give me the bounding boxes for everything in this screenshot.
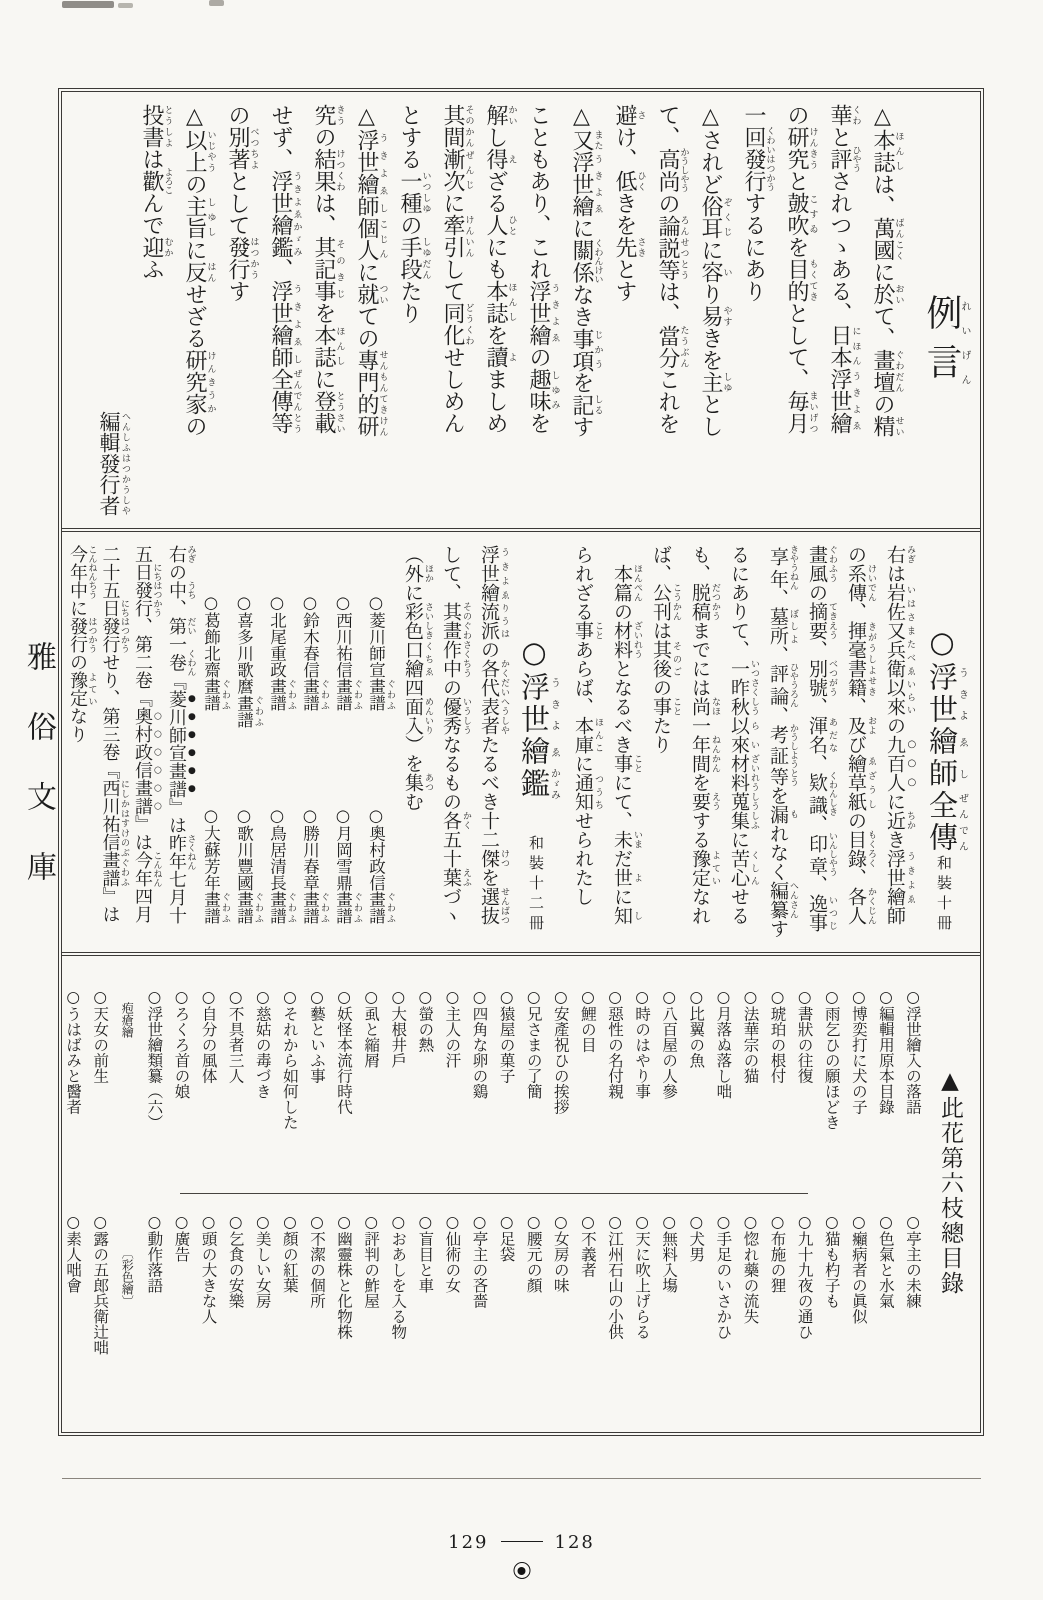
toc-entry-column [222, 968, 249, 1420]
page-number-right: 128 [554, 1532, 595, 1553]
toc-entry-top: ○自分の風体 [199, 988, 218, 1084]
toc-entry-top: ○藝といふ事 [307, 988, 326, 1084]
toc-entry-column [276, 968, 303, 1420]
preface-text-column: の研究けんきうと皷吹こすゐを目的もくてきとして、毎月まいげつ [784, 104, 818, 434]
toc-entry-column [655, 968, 682, 1420]
toc-entry-column [872, 968, 899, 1420]
toc-entry-column [818, 968, 845, 1420]
toc-entry-column [59, 968, 86, 1420]
toc-entry-bottom: ○女房の味 [551, 1213, 570, 1293]
preface-text-column: 解かいし得えざる人ひとにも本誌ほんしを讀よましめ [483, 104, 517, 434]
kagami-title-column [514, 545, 559, 939]
toc-entry-top: ○博奕打に犬の子 [849, 988, 868, 1115]
binding-mark-icon [513, 1562, 530, 1579]
toc-entry-bottom: ○不義者 [578, 1213, 597, 1278]
toc-entry-top: ○時のはやり事 [633, 988, 652, 1099]
preface-text-column: △本誌ほんしは、萬國ばんこくに於おいて、畫壇ぐわだんの精せい [870, 104, 904, 437]
preface-text-column: こともあり、これ浮世繪うきよゑの趣味しゆみを [526, 104, 560, 434]
toc-entry-top: ○鯉の目 [578, 988, 597, 1053]
toc-entry-column [357, 968, 384, 1420]
book-title-bottom: ○歌川豐國畫譜 ぐわふ [234, 806, 263, 924]
page-number-dash [501, 1541, 543, 1542]
toc-entry-bottom: ○顏の紅葉 [280, 1213, 299, 1293]
toc-entry-bottom: ○仙術の女 [443, 1213, 462, 1293]
toc-entry-column [574, 968, 601, 1420]
kagami-text-column: （外 ほかに彩色 さいしき口繪 くちゑ四面入 めんいり）を集 あつむ [402, 545, 433, 811]
zenden-text-column: も、脱稿 だつかうまでには尚 なほ一年間 ねんかんを要 えうする豫定 よていなれ [689, 545, 720, 925]
toc-entry-column [520, 968, 547, 1420]
zenden-text-column: るにありて、一昨秋 いつさくしう以來 らい材料 ざいれう蒐集 しうしふに苦心 くしんせる [728, 545, 759, 925]
preface-text-column: 華くわと評ひやうされつゝある、日本にほん浮世繪うきよゑ [827, 104, 861, 434]
book-title-column [230, 545, 263, 939]
publication-text-column: 今年中こんねんちうに發行はつかうの豫定よていなり [67, 545, 97, 743]
book-title-column [362, 545, 395, 939]
toc-entry-column [628, 968, 655, 1420]
preface-text-column: 避さけ、低ひくきを先さきとす [612, 104, 646, 302]
toc-entry-column [465, 968, 492, 1420]
toc-entry-column [845, 968, 872, 1420]
toc-entry-bottom: ○動作落語 〔彩色繪〕 [120, 1213, 164, 1307]
book-title-top: ○喜多川歌麿畫譜 ぐわふ [234, 593, 263, 728]
toc-entry-bottom: ○おあしを入る物 [389, 1213, 408, 1340]
toc-entry-bottom: ○天に吹上げらる [633, 1213, 652, 1340]
toc-entry-column [682, 968, 709, 1420]
toc-entry-bottom: ○無料入塲 [660, 1213, 679, 1293]
toc-entry-top: ○安產祝ひの挨拶 [551, 988, 570, 1115]
book-title-top: ○西川祐信畫譜 ぐわふ [333, 593, 362, 711]
toc-entry-top: ○それから如何した [280, 988, 299, 1130]
toc-entry-bottom: ○幽靈株と化物株 [335, 1213, 354, 1340]
page-number-left: 129 [448, 1532, 489, 1553]
catalog-section [21, 532, 980, 952]
toc-entry-top: ○琥珀の根付 [768, 988, 787, 1084]
publication-text-column: 右みぎの中うち、第だい一卷くわん『菱川師宣畫譜』は昨年さくねん七月十 [166, 545, 196, 924]
toc-entry-bottom: ○頭の大きな人 [199, 1213, 218, 1324]
book-title-bottom: ○勝川春章畫譜 ぐわふ [300, 806, 329, 924]
toc-entry-top: ○妖怪本流行時代 [335, 988, 354, 1115]
toc-entry-column [167, 968, 194, 1420]
zenden-text-column: ば、公刊 こうかんは其後 そのごの事 ことたり [650, 545, 681, 754]
toc-entry-top: ○書狀の往復 [795, 988, 814, 1084]
zenden-text-column: の系傳 けいでん、揮毫書籍 きがうしよせき、及 および繪草紙 ゑざうしの目錄 もくろく、各人 かくじん [845, 545, 876, 925]
toc-entry-top: ○主人の汗 [443, 988, 462, 1068]
toc-entry-top: ○雨乞ひの願ほどき [822, 988, 841, 1130]
zenden-title: ○浮世うきよ繪ゑ師し全傳ぜんでん [925, 625, 968, 854]
toc-entry-bottom: ○不潔の個所 [307, 1213, 326, 1309]
toc-entry-top: ○不具者三人 [226, 988, 245, 1084]
toc-entry-top: ○兄さまの了簡 [524, 988, 543, 1099]
zenden-text-column: 畫風 ぐわふうの摘要 てきえう、別號 べつがう、渾名 あだな、欵識 くわんしき、印章 いんしやう、逸事 いつじ [806, 545, 837, 932]
toc-entry-bottom: ○惚れ藥の流失 [741, 1213, 760, 1324]
page-numbers [0, 1532, 1043, 1553]
toc-entry-top: ○月落ぬ落し咄 [714, 988, 733, 1099]
toc-entry-bottom: ○乞食の安樂 [226, 1213, 245, 1309]
toc-entry-bottom: ○江州石山の小供 [605, 1213, 624, 1340]
toc-entry-bottom: ○露の五郎兵衛辻咄 [91, 1213, 110, 1355]
toc-entry-column [736, 968, 763, 1420]
publication-text-column: 五日發行にちはつかう、第二卷『奧村政信畫譜』は今年こんねん四月 [132, 545, 162, 923]
toc-entry-top: ○八百屋の人參 [660, 988, 679, 1099]
toc-entry-bottom: ○犬男 [687, 1213, 706, 1262]
toc-entry-top: ○虱と縮屑 [362, 988, 381, 1068]
scan-artifact [209, 0, 224, 6]
preface-text-column: の別著べつちよとして發行はつかうす [225, 104, 259, 302]
toc-entry-bottom: ○色氣と水氣 [876, 1213, 895, 1309]
toc-entry-column [438, 968, 465, 1420]
toc-entry-bottom: ○腰元の顏 [524, 1213, 543, 1293]
toc-entry-bottom: ○盲目と車 [416, 1213, 435, 1293]
toc-entry-column [303, 968, 330, 1420]
scan-artifact [62, 1, 114, 8]
toc-entry-column [330, 968, 357, 1420]
preface-text-column: △されど俗耳ぞくじに容いり易やすきを主しゆとし [698, 104, 732, 437]
toc-entry-column [113, 968, 167, 1420]
toc-entry-bottom: ○癩病者の眞似 [849, 1213, 868, 1324]
book-title-bottom: ○鳥居清長畫譜 ぐわふ [267, 806, 296, 924]
toc-entry-column [384, 968, 411, 1420]
kagami-binding-label: 和裝十二冊 [527, 835, 545, 935]
scan-artifact [118, 3, 133, 8]
toc-entry-top: ○法華宗の猫 [741, 988, 760, 1084]
toc-entry-column [791, 968, 818, 1420]
toc-entry-top: ○四角な卵の鷄 [470, 988, 489, 1099]
book-title-column [296, 545, 329, 939]
book-title-top: ○菱川師宣畫譜 ぐわふ [366, 593, 395, 711]
toc-entry-column [709, 968, 736, 1420]
toc-entry-column [493, 968, 520, 1420]
toc-entry-column [899, 968, 926, 1420]
toc-entry-top: ○ろくろ首の娘 [172, 988, 191, 1099]
book-title-column [197, 545, 230, 939]
zenden-title-column [922, 545, 967, 939]
toc-entry-top: ○螢の熱 [416, 988, 435, 1053]
toc-entry-bottom: ○廣告 [172, 1213, 191, 1262]
toc-entry-top: ○編輯用原本目錄 [876, 988, 895, 1115]
kagami-text-column: 浮世繪 うきよゑ流派 りうはの各代表者 かくだいへうしやたるべき十二傑 けつを選抜 せんばつ [478, 545, 509, 925]
toc-entry-top: ○猿屋の菓子 [497, 988, 516, 1084]
book-title-bottom: ○月岡雪鼎畫譜 ぐわふ [333, 806, 362, 924]
book-title-column [263, 545, 296, 939]
toc-entry-bottom: ○布施の狸 [768, 1213, 787, 1293]
preface-text-column: とする一種いつしゆの手段しゆだんたり [397, 104, 431, 324]
toc-entry-column [194, 968, 221, 1420]
book-title-column [329, 545, 362, 939]
toc-entry-bottom: ○猫も杓子も [822, 1213, 841, 1309]
toc-entry-bottom: ○素人咄會 [64, 1213, 83, 1293]
preface-text-column: △又また浮世繪うきよゑに關係くわんけいなき事項じかうを記しるす [569, 104, 603, 438]
preface-text-column: 究きうの結果けつくわは、其記事そのきじを本誌ほんしに登載とうさい [311, 104, 345, 434]
toc-entry-bottom: ○亭主の未練 [904, 1213, 922, 1309]
editor-signature: 編輯 へんしふ發行 はつかう者 しや [97, 411, 130, 516]
preface-text-column: △浮世繪師うきよゑし個人こじんに就ついての專門的せんもんてき研けん [354, 104, 388, 437]
toc-entry-top: ○大根井戶 [389, 988, 408, 1068]
toc-entry-top: ○比翼の魚 [687, 988, 706, 1068]
toc-entry-column [249, 968, 276, 1420]
kagami-title: ○浮世うきよ繪ゑ鑑かゞみ [517, 635, 560, 800]
preface-text-column: 一回發行くわいはつかうするにあり [741, 104, 775, 302]
toc-entry-top: ○浮世繪類纂（六） 疱瘡繪 [120, 988, 164, 1130]
book-title-top: ○葛飾北齋畫譜 ぐわふ [201, 593, 230, 711]
footer-rule [62, 1478, 981, 1479]
toc-entry-bottom: ○美しい女房 [253, 1213, 272, 1309]
toc-entry-column [86, 968, 113, 1420]
zenden-text-column: 享年 きやうねん、墓所 ぼしよ、評論 ひやうろん、考証等 かうしようとうを漏 もれなく編纂 へんさんす [767, 545, 798, 938]
preface-title: 例れい言げん [921, 294, 970, 392]
toc-entry-top: ○天女の前生 [91, 988, 110, 1084]
toc-section [62, 956, 980, 1432]
book-title-bottom: ○奧村政信畫譜 ぐわふ [366, 806, 395, 924]
toc-entry-column [601, 968, 628, 1420]
book-title-top: ○北尾重政畫譜 ぐわふ [267, 593, 296, 711]
page-frame-inner [21, 91, 981, 1433]
toc-entry-column [763, 968, 790, 1420]
zenden-text-column: られざる事 ことあらば、本庫 ほんこに通知 つうちせられたし [572, 545, 603, 906]
preface-text-column: せず、浮世繪鑑うきよゑかゞみ、浮世繪師うきよゑし全傳ぜんでん等とう [268, 104, 302, 434]
publication-text-column: 二十五日發行にちはつかうせり、第三卷『西川祐信畫譜にしかはすけのぶぐわふ』は [99, 545, 129, 923]
toc-entry-bottom: ○手足のいさかひ [714, 1213, 733, 1340]
zenden-text-column: 本篇 ほんぺんの材料 ざいれうとなるべき事 ことにて、未 いまだ世 よに知 し [611, 564, 642, 925]
toc-entry-bottom: ○亭主の吝嗇 [470, 1213, 489, 1309]
zenden-text-column: 右 みぎは岩佐又兵衛 いはさまたべゑ以來 いらいの九百人に近 ちかき浮世繪 うきよゑ師 [884, 545, 915, 925]
toc-entry-bottom: ○足袋 [497, 1213, 516, 1262]
zenden-binding-label: 和裝十冊 [935, 855, 953, 935]
toc-entry-top: ○うはばみと醫者 [64, 988, 83, 1115]
publisher-name: 雅俗文庫 [21, 641, 56, 921]
toc-entry-bottom: ○九十九夜の通ひ [795, 1213, 814, 1340]
preface-text-column: △以上いじやうの主旨しゆしに反はんせざる研究家けんきうかの [182, 104, 216, 437]
toc-row-divider [180, 1193, 808, 1194]
page-frame [21, 88, 984, 1436]
toc-entry-column [411, 968, 438, 1420]
toc-entry-top: ○慈姑の毒づき [253, 988, 272, 1099]
book-title-top: ○鈴木春信畫譜 ぐわふ [300, 593, 329, 711]
preface-text-column: 投書とうしよは歡よろこんで迎むかふ [139, 104, 173, 280]
preface-section [62, 92, 980, 528]
kagami-text-column: して、其畫作中 そのぐわさくちうの優秀 いうしうなるもの各 かく五十葉 えふづヽ [440, 545, 471, 925]
toc-entry-top: ○惡性の名付親 [605, 988, 624, 1099]
toc-header: ▲此花第六枝總目錄 [937, 1068, 963, 1296]
preface-text-column: て、高尚かうしやうの論説ろんせつ等とうは、當分たうぶんこれを [655, 104, 689, 435]
book-title-bottom: ○大蘇芳年畫譜 ぐわふ [201, 806, 230, 924]
preface-text-column: 其間そのかん漸次ぜんじに牽引けんいんして同化どうくわせしめん [440, 104, 474, 434]
toc-entry-bottom: ○評判の鮓屋 [362, 1213, 381, 1309]
toc-entry-column [547, 968, 574, 1420]
toc-entry-top: ○浮世繪入の落語 [904, 988, 922, 1115]
